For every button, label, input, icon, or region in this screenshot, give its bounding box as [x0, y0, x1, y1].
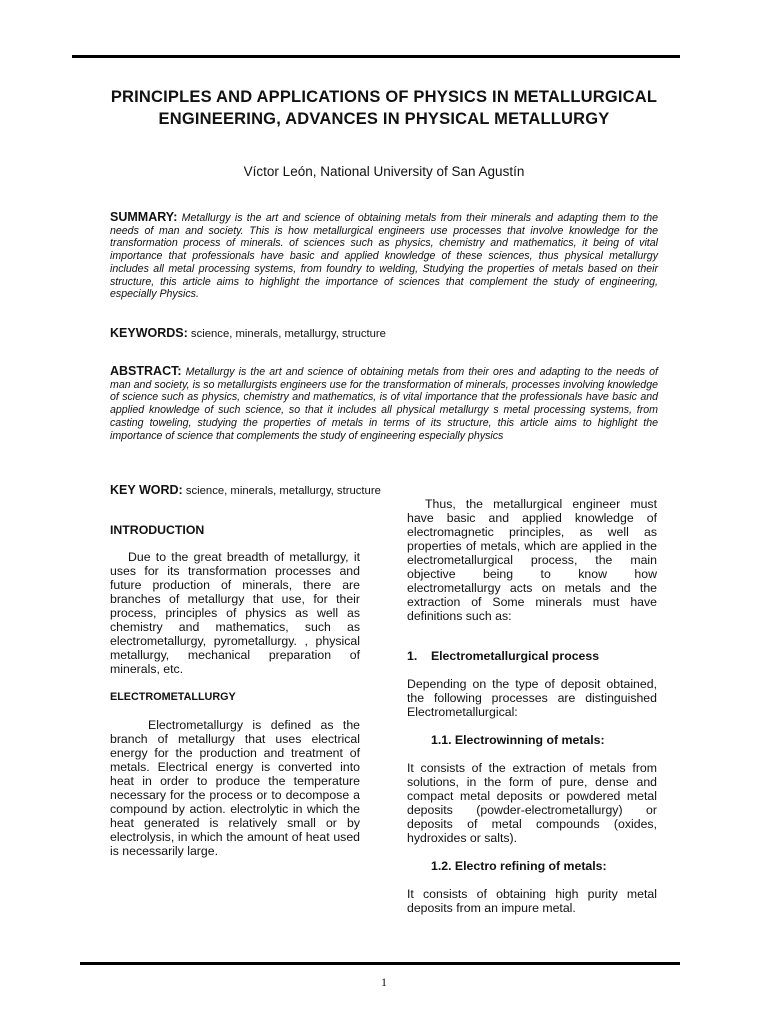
- key-word-label: KEY WORD:: [110, 483, 183, 497]
- summary-label: SUMMARY:: [110, 210, 178, 224]
- section-1-heading: [407, 649, 657, 663]
- abstract-label: ABSTRACT:: [110, 364, 182, 378]
- page-number: 1: [381, 975, 387, 989]
- section-1-title: Electrometallurgical process: [430, 649, 600, 663]
- section-1-number: 1.: [407, 649, 418, 663]
- section-1-paragraph: Depending on the type of deposit obtained, the following processes are distinguished Electrometallurgical:: [407, 677, 657, 719]
- left-column: [110, 523, 360, 858]
- keywords-label: KEYWORDS:: [110, 326, 188, 340]
- summary-text: Metallurgy is the art and science of obtaining metals from their minerals and adapting them to the needs of man and society. This is how metallurgical engineers use processes that involve knowledge for the transformation process of minerals. of sciences such as physics, chemistry and mathematics, it being of vital importance that professionals have basic and applied knowledge of these sciences, thus physical metallurgy includes all metal processing systems, from foundry to welding, Studying the properties of metals based on their structure, this article aims to highlight the importance of sciences that complement the study of engineering, especially Physics.: [110, 212, 658, 301]
- paper-title: PRINCIPLES AND APPLICATIONS OF PHYSICS IN METALLURGICAL ENGINEERING, ADVANCES IN PHYSICAL METALLURGY: [110, 88, 658, 128]
- section-1-1-heading: 1.1. Electrowinning of metals:: [431, 733, 605, 747]
- abstract-text: Metallurgy is the art and science of obtaining metals from their ores and adapting to the needs of man and society, is so metallurgists engineers use for the transformation of minerals, processes involving knowledge of science such as physics, chemistry and mathematics, is of vital importance that the professionals have basic and applied knowledge of such science, so that it includes all physical metallurgy s metal processing systems, from casting toweling, studying the properties of metals in terms of its structure, this article aims to highlight the importance of science that complements the study of engineering especially physics: [110, 366, 658, 442]
- right-column: [407, 497, 657, 915]
- top-rule: [72, 55, 680, 58]
- introduction-heading: INTRODUCTION: [110, 523, 205, 537]
- thus-paragraph: Thus, the metallurgical engineer must have basic and applied knowledge of electromagnetic principles, as well as properties of metals, which are applied in the electrometallurgical process, the main objective being to know how electrometallurgy acts on metals and the extraction of Some minerals must have definitions such as:: [407, 497, 657, 623]
- introduction-paragraph: Due to the great breadth of metallurgy, it uses for its transformation processes and future production of minerals, there are branches of metallurgy that use, for their process, principles of physics as well as chemistry and mathematics, such as electrometallurgy, pyrometallurgy. , physical metallurgy, mechanical preparation of minerals, etc.: [110, 550, 360, 676]
- electrometallurgy-heading: ELECTROMETALLURGY: [110, 691, 236, 703]
- keywords-block: [110, 326, 658, 340]
- abstract-block: [110, 365, 658, 442]
- author-line: Víctor León, National University of San Agustín: [243, 164, 525, 179]
- section-1-2-heading: 1.2. Electro refining of metals:: [431, 859, 607, 873]
- bottom-rule: [80, 962, 680, 965]
- key-word-text: science, minerals, metallurgy, structure: [185, 485, 381, 497]
- key-word-block: [110, 483, 658, 497]
- electrometallurgy-paragraph: Electrometallurgy is defined as the branch of metallurgy that uses electrical energy for the production and treatment of metals. Electrical energy is converted into heat in order to produce the temperature necessary for the process or to decompose a compound by action. electrolytic in which the heat generated is relatively small or by electrolysis, in which the amount of heat used is necessarily large.: [110, 718, 360, 858]
- keywords-text: science, minerals, metallurgy, structure: [190, 328, 386, 340]
- section-1-2-paragraph: It consists of obtaining high purity metal deposits from an impure metal.: [407, 887, 657, 915]
- section-1-1-paragraph: It consists of the extraction of metals from solutions, in the form of pure, dense and compact metal deposits or powdered metal deposits (powder-electrometallurgy) or deposits of metal compounds (oxides, hydroxides or salts).: [407, 761, 657, 845]
- summary-block: [110, 211, 658, 301]
